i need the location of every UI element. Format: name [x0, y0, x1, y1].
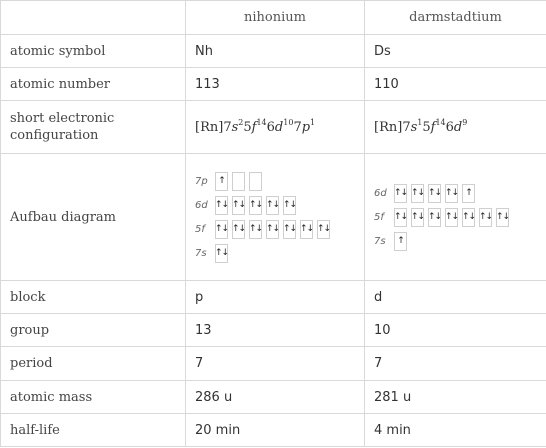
noble-gas-core: [Rn]: [195, 119, 224, 135]
row-label-atomic-symbol: atomic symbol: [1, 35, 186, 68]
subshell-term: $7p^1$: [293, 117, 316, 135]
electron-pair-box: ↑↓: [317, 220, 330, 239]
subshell-term: $7s^1$: [402, 117, 423, 135]
table-row: [1, 381, 546, 414]
subshell-term: $6d^{10}$: [266, 117, 294, 135]
electron-pair-box: ↑↓: [428, 208, 441, 227]
nihonium-configuration: [186, 101, 365, 154]
darmstadtium-block: d: [365, 281, 546, 314]
electron-pair-box: ↑↓: [249, 196, 262, 215]
row-label-period: period: [1, 347, 186, 381]
subshell-term: $6d^9$: [445, 117, 468, 135]
noble-gas-core: [Rn]: [374, 119, 403, 135]
darmstadtium-configuration: [365, 101, 546, 154]
electron-pair-box: ↑↓: [232, 220, 245, 239]
orbital-label: 5f: [195, 223, 205, 235]
nihonium-period: 7: [186, 347, 365, 381]
header-row: [1, 1, 546, 35]
electron-pair-box: ↑↓: [462, 208, 475, 227]
column-header-nihonium: nihonium: [186, 1, 365, 35]
electron-pair-box: ↑↓: [283, 196, 296, 215]
empty-orbital-box: [249, 172, 262, 191]
electron-pair-box: ↑↓: [496, 208, 509, 227]
single-electron-box: ↑: [462, 184, 475, 203]
orbital-row: [195, 193, 355, 217]
table-row: [1, 68, 546, 101]
electron-pair-box: ↑↓: [266, 196, 279, 215]
orbital-label: 7s: [374, 235, 386, 247]
row-label-electronic-configuration: [1, 101, 186, 154]
electron-pair-box: ↑↓: [266, 220, 279, 239]
table-row: [1, 414, 546, 447]
row-label-atomic-number: atomic number: [1, 68, 186, 101]
table-row: [1, 101, 546, 154]
electron-pair-box: ↑↓: [394, 184, 407, 203]
nihonium-half-life: 20 min: [186, 414, 365, 447]
row-label-half-life: half-life: [1, 414, 186, 447]
nihonium-atomic-mass: 286 u: [186, 381, 365, 414]
darmstadtium-half-life: 4 min: [365, 414, 546, 447]
table-row: [1, 35, 546, 68]
subshell-term: $5f^{14}$: [243, 117, 267, 135]
orbital-row: [195, 169, 355, 193]
darmstadtium-group: 10: [365, 314, 546, 347]
orbital-label: 6d: [195, 199, 208, 211]
orbital-label: 6d: [374, 187, 387, 199]
electron-pair-box: ↑↓: [479, 208, 492, 227]
corner-cell: [1, 1, 186, 35]
darmstadtium-atomic-symbol: Ds: [365, 35, 546, 68]
subshell-term: $5f^{14}$: [422, 117, 446, 135]
orbital-label: 5f: [374, 211, 384, 223]
electron-pair-box: ↑↓: [215, 220, 228, 239]
orbital-row: [195, 217, 355, 241]
empty-orbital-box: [232, 172, 245, 191]
single-electron-box: ↑: [215, 172, 228, 191]
orbital-row: [374, 229, 537, 253]
table-row: [1, 281, 546, 314]
electron-pair-box: ↑↓: [394, 208, 407, 227]
electron-pair-box: ↑↓: [445, 208, 458, 227]
nihonium-atomic-symbol: Nh: [186, 35, 365, 68]
orbital-label: 7p: [195, 175, 208, 187]
row-label-group: group: [1, 314, 186, 347]
electron-pair-box: ↑↓: [215, 196, 228, 215]
single-electron-box: ↑: [394, 232, 407, 251]
nihonium-atomic-number: 113: [186, 68, 365, 101]
column-header-darmstadtium: darmstadtium: [365, 1, 546, 35]
config-label-line2: configuration: [10, 128, 99, 143]
row-label-aufbau-diagram: Aufbau diagram: [1, 154, 186, 281]
orbital-label: 7s: [195, 247, 207, 259]
electron-pair-box: ↑↓: [445, 184, 458, 203]
nihonium-block: p: [186, 281, 365, 314]
config-label-line1: short electronic: [10, 111, 115, 126]
nihonium-group: 13: [186, 314, 365, 347]
table-row: [1, 154, 546, 281]
darmstadtium-aufbau-diagram: [365, 154, 546, 281]
electron-pair-box: ↑↓: [249, 220, 262, 239]
table-row: [1, 314, 546, 347]
darmstadtium-atomic-mass: 281 u: [365, 381, 546, 414]
row-label-block: block: [1, 281, 186, 314]
electron-pair-box: ↑↓: [215, 244, 228, 263]
orbital-row: [374, 205, 537, 229]
electron-pair-box: ↑↓: [300, 220, 313, 239]
table-row: [1, 347, 546, 381]
electron-pair-box: ↑↓: [283, 220, 296, 239]
nihonium-aufbau-diagram: [186, 154, 365, 281]
electron-pair-box: ↑↓: [411, 184, 424, 203]
subshell-term: $7s^2$: [223, 117, 244, 135]
electron-pair-box: ↑↓: [411, 208, 424, 227]
orbital-row: [374, 181, 537, 205]
darmstadtium-period: 7: [365, 347, 546, 381]
orbital-row: [195, 241, 355, 265]
electron-pair-box: ↑↓: [428, 184, 441, 203]
electron-pair-box: ↑↓: [232, 196, 245, 215]
row-label-atomic-mass: atomic mass: [1, 381, 186, 414]
darmstadtium-atomic-number: 110: [365, 68, 546, 101]
